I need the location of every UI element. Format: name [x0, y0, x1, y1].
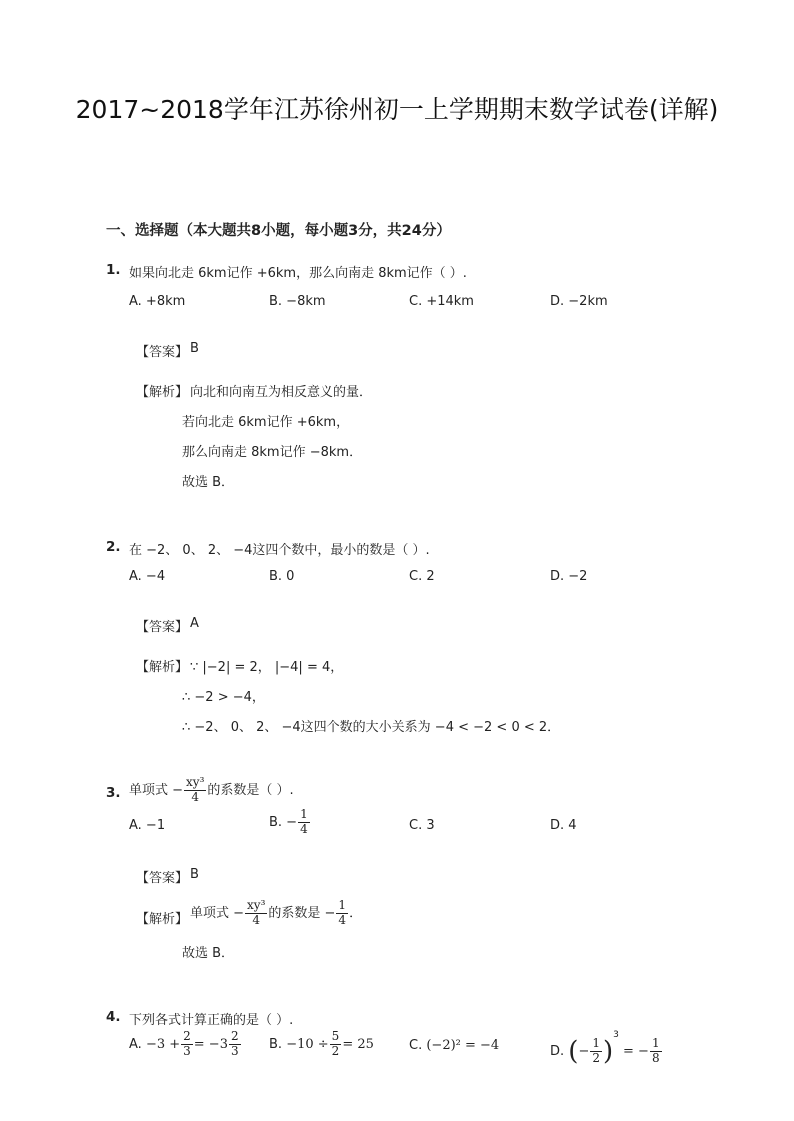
question-number: 4. [106, 1009, 121, 1025]
stem-text: 的系数是（ ）. [207, 782, 294, 798]
question-number: 3. [106, 785, 121, 801]
question-stem: 在 −2、 0、 2、 −4这四个数中，最小的数是（ ）. [129, 543, 430, 558]
math-text: −3 + [145, 1036, 181, 1052]
option-d: D. −2 [550, 569, 588, 584]
math-text: (−2)² = −4 [426, 1038, 500, 1053]
analysis-text: ． [349, 905, 363, 921]
option-d: D. −2km [550, 294, 608, 309]
question-number: 1. [106, 262, 121, 278]
answer-label: 【答案】 [136, 620, 189, 635]
option-label: C. [409, 1038, 423, 1053]
fraction [229, 1030, 241, 1059]
option-c: C. 3 [409, 818, 435, 833]
analysis-label: 【解析】 [136, 912, 189, 927]
option-b-label: B. − [269, 814, 298, 830]
option-d: D. (− $\frac{1}{2}$ )$^3$ = − $\frac{1}{8}$ [550, 1030, 660, 1067]
fraction [330, 1030, 342, 1059]
fraction-denominator: 4 [191, 789, 200, 804]
page-title: 2017~2018学年江苏徐州初一上学期期末数学试卷(详解) [75, 95, 719, 124]
answer-label: 【答案】 [136, 345, 189, 360]
fraction-denominator: 8 [651, 1051, 660, 1065]
analysis-line: 故选 B． [182, 475, 235, 490]
fraction-denominator: 4 [338, 912, 347, 927]
option-a: A. −4 [129, 569, 166, 584]
analysis-line [190, 899, 362, 928]
option-a: A. +8km [129, 294, 186, 309]
fraction-numerator: xy³ [247, 898, 266, 912]
section-heading: 一、选择题（本大题共8小题，每小题3分，共24分） [106, 223, 451, 239]
fraction [298, 808, 310, 837]
stem-text: 单项式 − [129, 782, 184, 798]
analysis-line: ∵ |−2| = 2， |−4| = 4， [190, 660, 344, 675]
fraction-numerator: 1 [300, 807, 308, 821]
fraction-denominator: 3 [183, 1043, 191, 1058]
analysis-line: 故选 B． [182, 946, 235, 961]
analysis-line: ∴ −2、 0、 2、 −4这四个数的大小关系为 −4 < −2 < 0 < 2． [182, 720, 561, 735]
fraction [184, 776, 206, 805]
analysis-line: 向北和向南互为相反意义的量． [190, 385, 373, 400]
exponent: 3 [613, 1030, 619, 1040]
analysis-label: 【解析】 [136, 660, 189, 675]
analysis-line: 那么向南走 8km记作 −8km． [182, 445, 363, 460]
fraction [245, 899, 267, 928]
fraction-numerator: 1 [592, 1036, 600, 1051]
fraction [650, 1037, 662, 1066]
answer-value: A [190, 616, 199, 631]
answer-label: 【答案】 [136, 871, 189, 886]
fraction-numerator: 2 [230, 1029, 239, 1043]
fraction-numerator: 5 [331, 1029, 340, 1043]
option-label: A. [129, 1036, 142, 1052]
analysis-line: ∴ −2 > −4， [182, 690, 265, 705]
fraction-denominator: 4 [252, 912, 261, 927]
answer-value: B [190, 341, 199, 356]
option-a: A. −1 [129, 818, 166, 833]
fraction [590, 1037, 602, 1066]
fraction-denominator: 3 [230, 1043, 239, 1058]
analysis-line: 若向北走 6km记作 +6km， [182, 415, 350, 430]
fraction-numerator: 1 [651, 1036, 660, 1051]
option-b [269, 1030, 374, 1059]
fraction-denominator: 4 [300, 821, 308, 836]
fraction-numerator: 1 [338, 898, 347, 912]
math-text: = 25 [342, 1036, 374, 1052]
option-label: B. [269, 1036, 283, 1052]
question-number: 2. [106, 539, 121, 555]
math-text: = −3 [193, 1036, 228, 1052]
option-c: C. 2 [409, 569, 435, 584]
fraction [336, 899, 348, 928]
analysis-text: 单项式 − [190, 905, 245, 921]
math-text: −10 ÷ [286, 1036, 329, 1052]
left-paren: ( [568, 1036, 579, 1067]
option-b: B. 0 [269, 569, 295, 584]
right-paren: ) [603, 1036, 614, 1067]
option-b [269, 808, 311, 837]
option-a [129, 1030, 242, 1059]
option-d: D. 4 [550, 818, 577, 833]
answer-value: B [190, 867, 199, 882]
math-text: = − [623, 1044, 649, 1059]
fraction [181, 1030, 193, 1059]
fraction-denominator: 2 [592, 1051, 600, 1065]
analysis-label: 【解析】 [136, 385, 189, 400]
question-stem [129, 776, 294, 805]
option-b: B. −8km [269, 294, 326, 309]
question-stem: 如果向北走 6km记作 +6km，那么向南走 8km记作（ ）. [129, 266, 467, 281]
option-c [409, 1038, 499, 1053]
analysis-text: 的系数是 − [268, 905, 336, 921]
fraction-numerator: 2 [183, 1029, 191, 1043]
option-c: C. +14km [409, 294, 474, 309]
option-label: D. [550, 1044, 565, 1059]
fraction-numerator: xy³ [186, 775, 205, 789]
question-stem: 下列各式计算正确的是（ ）. [129, 1013, 294, 1028]
fraction-denominator: 2 [331, 1043, 340, 1058]
